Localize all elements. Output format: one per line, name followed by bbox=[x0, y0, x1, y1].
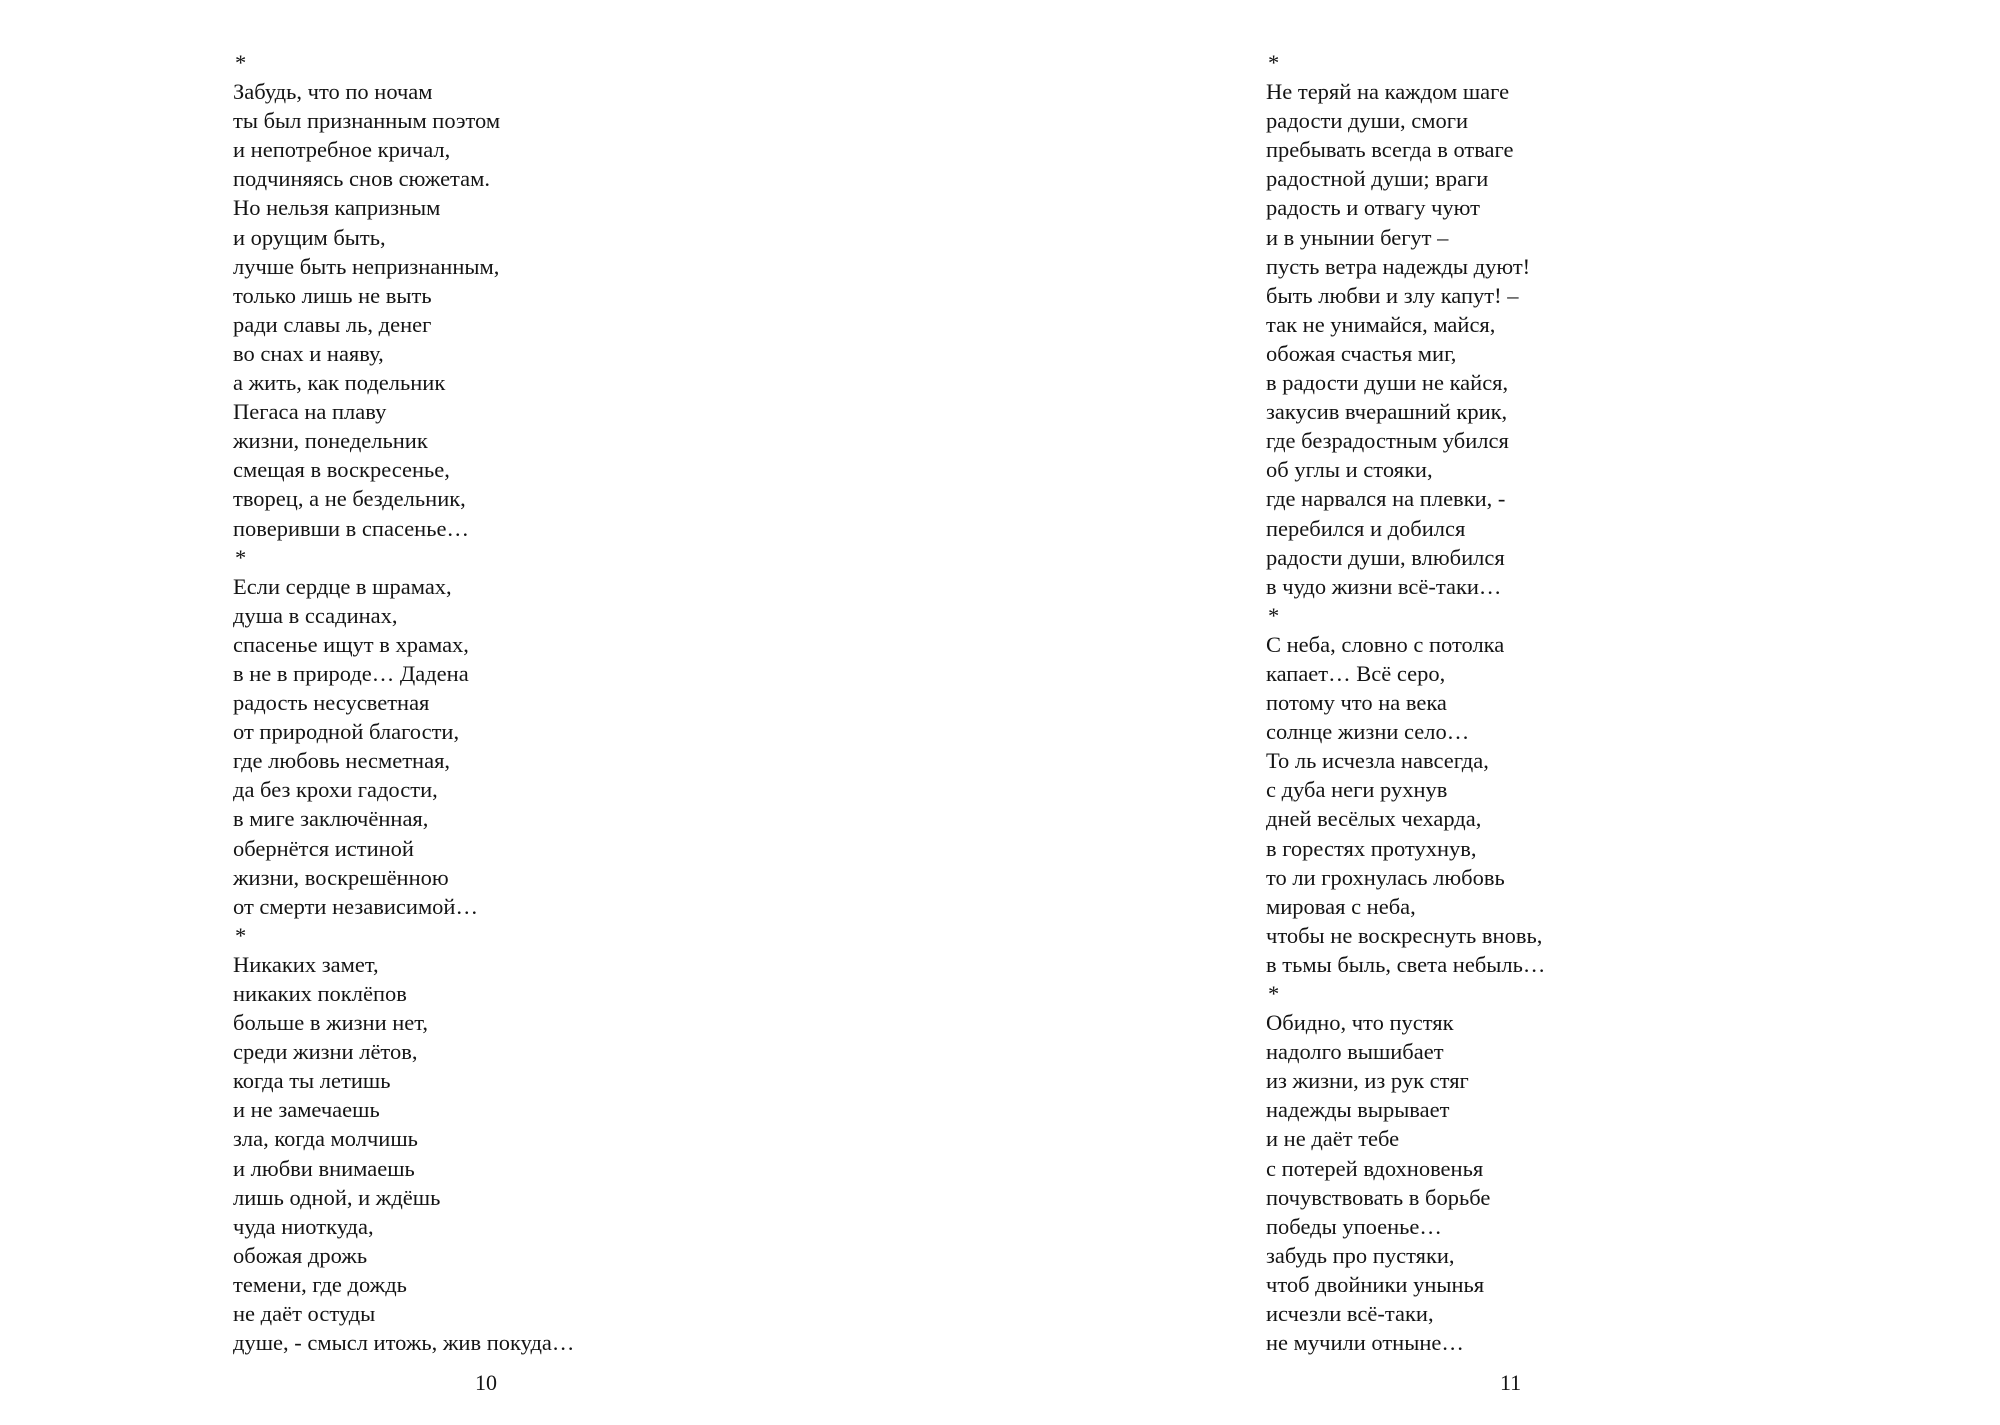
right-page-poems bbox=[1266, 48, 1545, 1357]
poem-line: С неба, словно с потолка bbox=[1266, 631, 1505, 657]
stanza-separator: * bbox=[235, 544, 247, 570]
poem-line: и не даёт тебе bbox=[1266, 1126, 1400, 1152]
poem-line: радости души, влюбился bbox=[1266, 544, 1505, 570]
poem-line: больше в жизни нет, bbox=[233, 1010, 429, 1036]
stanza-separator: * bbox=[1268, 602, 1280, 628]
poem-line: в тьмы быль, света небыль… bbox=[1266, 951, 1546, 977]
poem-line: зла, когда молчишь bbox=[233, 1126, 418, 1152]
poem-line: с потерей вдохновенья bbox=[1266, 1155, 1484, 1181]
poem-line: и непотребное кричал, bbox=[233, 137, 451, 163]
poem-line: исчезли всё-таки, bbox=[1266, 1301, 1434, 1327]
poem-line: Но нельзя капризным bbox=[233, 195, 441, 221]
poem-line: То ль исчезла навсегда, bbox=[1266, 748, 1489, 774]
poem-line: где любовь несметная, bbox=[233, 748, 451, 774]
poem-line: об углы и стояки, bbox=[1266, 457, 1433, 483]
right-page-number: 11 bbox=[1500, 1370, 1522, 1395]
poem-line: не даёт остуды bbox=[233, 1301, 376, 1327]
poem-line: никаких поклёпов bbox=[233, 981, 407, 1006]
poem-line: в миге заключённая, bbox=[233, 806, 429, 832]
poem-line: и не замечаешь bbox=[233, 1097, 380, 1123]
poem-line: где безрадостным убился bbox=[1266, 428, 1509, 454]
poem-line: обернётся истиной bbox=[233, 835, 414, 861]
poem-line: жизни, понедельник bbox=[233, 428, 428, 454]
poem-line: в радости души не кайся, bbox=[1266, 370, 1509, 396]
poem-line: радости души, смоги bbox=[1266, 108, 1469, 134]
poem-line: из жизни, из рук стяг bbox=[1266, 1068, 1469, 1094]
poem-line: душа в ссадинах, bbox=[233, 602, 398, 628]
poem-line: ты был признанным поэтом bbox=[233, 108, 501, 134]
poem-line: темени, где дождь bbox=[233, 1271, 407, 1297]
poem-line: перебился и добился bbox=[1266, 515, 1466, 541]
poem-line: смещая в воскресенье, bbox=[233, 457, 450, 483]
poem-line: дней весёлых чехарда, bbox=[1266, 806, 1482, 832]
poem-line: обожая счастья миг, bbox=[1266, 340, 1457, 366]
poem-line: во снах и наяву, bbox=[233, 340, 384, 366]
poem-line: лишь одной, и ждёшь bbox=[233, 1184, 441, 1210]
poem-line: спасенье ищут в храмах, bbox=[233, 631, 469, 657]
poem-line: забудь про пустяки, bbox=[1266, 1242, 1455, 1268]
poem-line: душе, - смысл итожь, жив покуда… bbox=[233, 1330, 575, 1356]
poem-line: где нарвался на плевки, - bbox=[1266, 486, 1506, 512]
poem-line: радость и отвагу чуют bbox=[1266, 195, 1480, 221]
poem-line: чтобы не воскреснуть вновь, bbox=[1266, 922, 1543, 948]
poem-line: Забудь, что по ночам bbox=[233, 79, 433, 105]
poem-line: надолго вышибает bbox=[1266, 1039, 1444, 1065]
poem-line: от природной благости, bbox=[233, 719, 460, 745]
poem-line: подчиняясь снов сюжетам. bbox=[233, 166, 491, 192]
poem-line: да без крохи гадости, bbox=[233, 777, 438, 803]
poem-line: победы упоенье… bbox=[1266, 1213, 1442, 1239]
poem-line: жизни, воскрешённою bbox=[233, 864, 449, 890]
stanza-separator: * bbox=[1268, 981, 1280, 1006]
stanza-separator: * bbox=[235, 922, 247, 948]
stanza-separator: * bbox=[235, 50, 247, 75]
poem-line: ради славы ль, денег bbox=[233, 311, 432, 337]
poem-line: чтоб двойники унынья bbox=[1266, 1271, 1485, 1297]
poem-line: почувствовать в борьбе bbox=[1266, 1184, 1491, 1210]
poem-line: Если сердце в шрамах, bbox=[233, 573, 452, 599]
poem-line: не мучили отныне… bbox=[1266, 1330, 1464, 1356]
poem-line: в горестях протухнув, bbox=[1266, 835, 1477, 861]
poem-line: творец, а не бездельник, bbox=[233, 486, 466, 512]
poem-line: среди жизни лётов, bbox=[233, 1039, 418, 1065]
poem-line: потому что на века bbox=[1266, 690, 1447, 716]
poem-line: от смерти независимой… bbox=[233, 893, 478, 919]
poem-line: радостной души; враги bbox=[1266, 166, 1489, 192]
poem-line: с дуба неги рухнув bbox=[1266, 777, 1448, 803]
poem-line: чуда ниоткуда, bbox=[233, 1213, 374, 1239]
poem-line: то ли грохнулась любовь bbox=[1266, 864, 1505, 890]
poem-line: и в унынии бегут – bbox=[1266, 224, 1449, 250]
poem-line: мировая с неба, bbox=[1266, 893, 1416, 919]
poem-line: поверивши в спасенье… bbox=[233, 515, 469, 541]
poem-line: когда ты летишь bbox=[233, 1068, 391, 1094]
poem-line: и любви внимаешь bbox=[233, 1155, 415, 1181]
poem-line: Пегаса на плаву bbox=[233, 399, 387, 425]
poem-line: Никаких замет, bbox=[233, 951, 379, 977]
poem-line: только лишь не выть bbox=[233, 282, 432, 308]
poem-line: закусив вчерашний крик, bbox=[1266, 399, 1508, 425]
poem-line: радость несусветная bbox=[233, 690, 430, 716]
poem-line: в чудо жизни всё-таки… bbox=[1266, 573, 1502, 599]
poem-line: пусть ветра надежды дуют! bbox=[1266, 253, 1531, 279]
stanza-separator: * bbox=[1268, 50, 1280, 75]
left-page-poems bbox=[233, 48, 574, 1357]
poem-line: лучше быть непризнанным, bbox=[233, 253, 500, 279]
poem-line: а жить, как подельник bbox=[233, 370, 446, 396]
poem-line: быть любви и злу капут! – bbox=[1266, 282, 1519, 308]
poem-line: так не унимайся, майся, bbox=[1266, 311, 1496, 337]
poem-line: обожая дрожь bbox=[233, 1242, 368, 1268]
poem-line: в не в природе… Дадена bbox=[233, 660, 469, 686]
poem-line: пребывать всегда в отваге bbox=[1266, 137, 1514, 163]
right-page bbox=[1000, 0, 2000, 1425]
left-page-number: 10 bbox=[475, 1370, 497, 1395]
poem-line: солнце жизни село… bbox=[1266, 719, 1470, 745]
poem-line: Обидно, что пустяк bbox=[1266, 1010, 1454, 1036]
poem-line: и орущим быть, bbox=[233, 224, 386, 250]
poem-line: Не теряй на каждом шаге bbox=[1266, 79, 1510, 105]
poem-line: надежды вырывает bbox=[1266, 1097, 1450, 1123]
poem-line: капает… Всё серо, bbox=[1266, 660, 1446, 686]
